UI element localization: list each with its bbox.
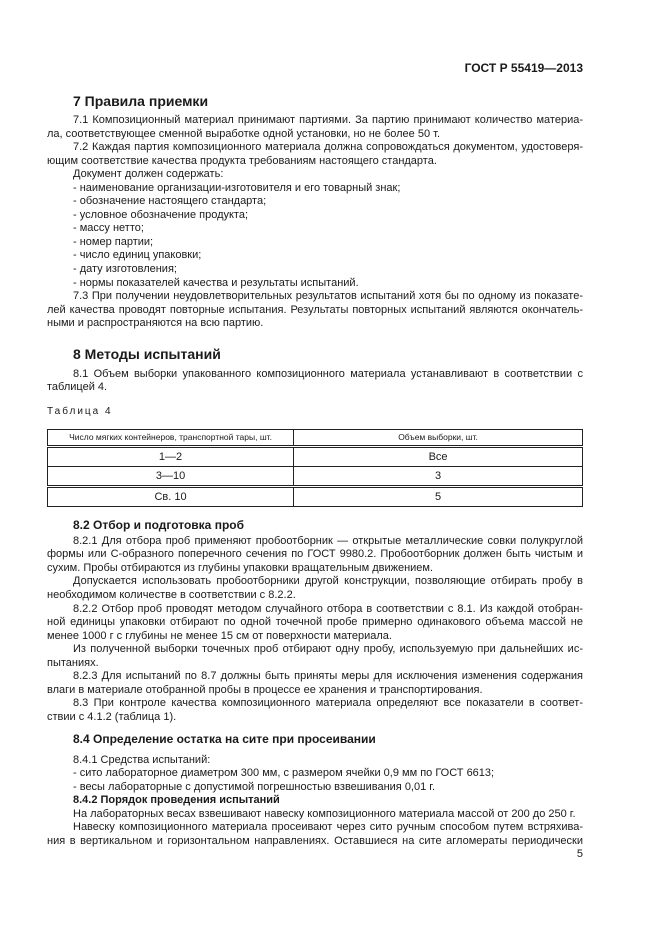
table-header-cell: Объем выборки, шт. (294, 429, 583, 446)
section-8-intro (47, 368, 583, 395)
text-line: Из полученной выборки точечных проб отбирают одну пробу, используемую при дальнейших ис- (73, 643, 583, 656)
table-cell: 3 (294, 466, 583, 486)
text-line: 8.3 При контроле качества композиционного материала определяют все показатели в соответ- (73, 697, 583, 710)
text-line: На лабораторных весах взвешивают навеску композиционного материала массой от 200 до 250 г. (73, 807, 576, 820)
text-line: таблицей 4. (47, 381, 108, 394)
text-line: необходимом количестве в соответствии с 8.2.2. (47, 589, 296, 602)
section-8-title: 8 Методы испытаний (73, 345, 221, 362)
list-item: - обозначение настоящего стандарта; (73, 195, 267, 208)
text-line: ной единицы упаковки отбирают по одной точечной пробе примерно одинакового объема массой не (47, 616, 583, 629)
list-item: - число единиц упаковки; (73, 249, 202, 262)
list-item: - дату изготовления; (73, 263, 177, 276)
list-item: - массу нетто; (73, 222, 144, 235)
list-item: - наименование организации-изготовителя и его товарный знак; (73, 181, 401, 194)
text-line: ла, соответствующее сменной выработке одной установки, но не более 50 т. (47, 127, 441, 140)
list-item: - весы лабораторные с допустимой погрешностью взвешивания 0,01 г. (73, 780, 436, 793)
text-line: пытаниях. (47, 656, 99, 669)
subsection-8-2-body (47, 535, 583, 725)
table-cell: Св. 10 (48, 486, 294, 506)
subsection-8-4-body (47, 754, 583, 849)
text-line: 7.2 Каждая партия композиционного материала должна сопровождаться документом, удостоверя- (73, 141, 583, 154)
text-line: 7.3 При получении неудовлетворительных результатов испытаний хотя бы по одному из показате- (73, 290, 583, 303)
text-line: Допускается использовать пробоотборники другой конструкции, позволяющие отбирать пробу в (73, 575, 583, 588)
text-line: 8.2.2 Отбор проб проводят методом случайного отбора в соответствии с 8.1. Из каждой отобран- (73, 602, 583, 615)
text-line: ющим соответствие качества продукта требованиям настоящего стандарта. (47, 154, 437, 167)
table-cell: 1—2 (48, 446, 294, 466)
table-caption: Таблица 4 (47, 405, 113, 417)
text-line: ствии с 4.1.2 (таблица 1). (47, 710, 177, 723)
section-7-title: 7 Правила приемки (73, 93, 209, 109)
table-cell: Все (294, 446, 583, 466)
list-item: - сито лабораторное диаметром 300 мм, с размером ячейки 0,9 мм по ГОСТ 6613; (73, 767, 495, 780)
text-line: 8.1 Объем выборки упакованного композиционного материала устанавливают в соответствии с (73, 367, 583, 380)
subsection-8-4-2-title: 8.4.2 Порядок проведения испытаний (73, 794, 280, 807)
text-line: 8.2.3 Для испытаний по 8.7 должны быть приняты меры для исключения изменения содержания (73, 670, 583, 683)
list-item: - нормы показателей качества и результаты испытаний. (73, 276, 359, 289)
text-line: Документ должен содержать: (73, 168, 224, 181)
text-line: 8.4.1 Средства испытаний: (73, 753, 211, 766)
text-line: ными и распространяются на всю партию. (47, 317, 264, 330)
list-item: - номер партии; (73, 235, 154, 248)
text-line: Навеску композиционного материала просеивают через сито ручным способом путем встряхива- (73, 821, 583, 834)
list-item: - условное обозначение продукта; (73, 208, 249, 221)
text-line: 8.2.1 Для отбора проб применяют пробоотборник — открытые металлические совки полукруглой (73, 534, 583, 547)
table-row (48, 466, 583, 486)
subsection-8-2-title: 8.2 Отбор и подготовка проб (73, 517, 245, 532)
text-line: сухим. Пробы отбираются из глубины упаковки вращательным движением. (47, 561, 434, 574)
table-row (48, 486, 583, 506)
table-header-cell: Число мягких контейнеров, транспортной тары, шт. (48, 429, 294, 446)
table-row (48, 446, 583, 466)
table-cell: 3—10 (48, 466, 294, 486)
text-line: менее 1000 г с глубины не менее 15 см от поверхности материала. (47, 629, 392, 642)
text-line: влаги в материале отобранной пробы в процессе ее хранения и транспортирования. (47, 683, 483, 696)
text-line: формы или С-образного поперечного сечения по ГОСТ 9980.2. Пробоотборник должен быть чистым и (47, 548, 583, 561)
document-page (47, 0, 583, 882)
subsection-8-4-title: 8.4 Определение остатка на сите при просеивании (73, 731, 376, 746)
text-line: 7.1 Композиционный материал принимают партиями. За партию принимают количество материа- (73, 114, 583, 126)
sample-size-table (47, 429, 583, 507)
table-header-row (48, 429, 583, 446)
table-cell: 5 (294, 486, 583, 506)
document-header: ГОСТ Р 55419—2013 (464, 61, 583, 75)
text-line: лей качества проводят повторные испытания. Результаты повторных испытаний являются окончатель- (47, 303, 583, 316)
section-7-body (47, 114, 583, 331)
page-number: 5 (576, 848, 583, 861)
text-line: ния в вертикальном и горизонтальном направлениях. Оставшиеся на сите агломераты периодически (47, 834, 583, 847)
